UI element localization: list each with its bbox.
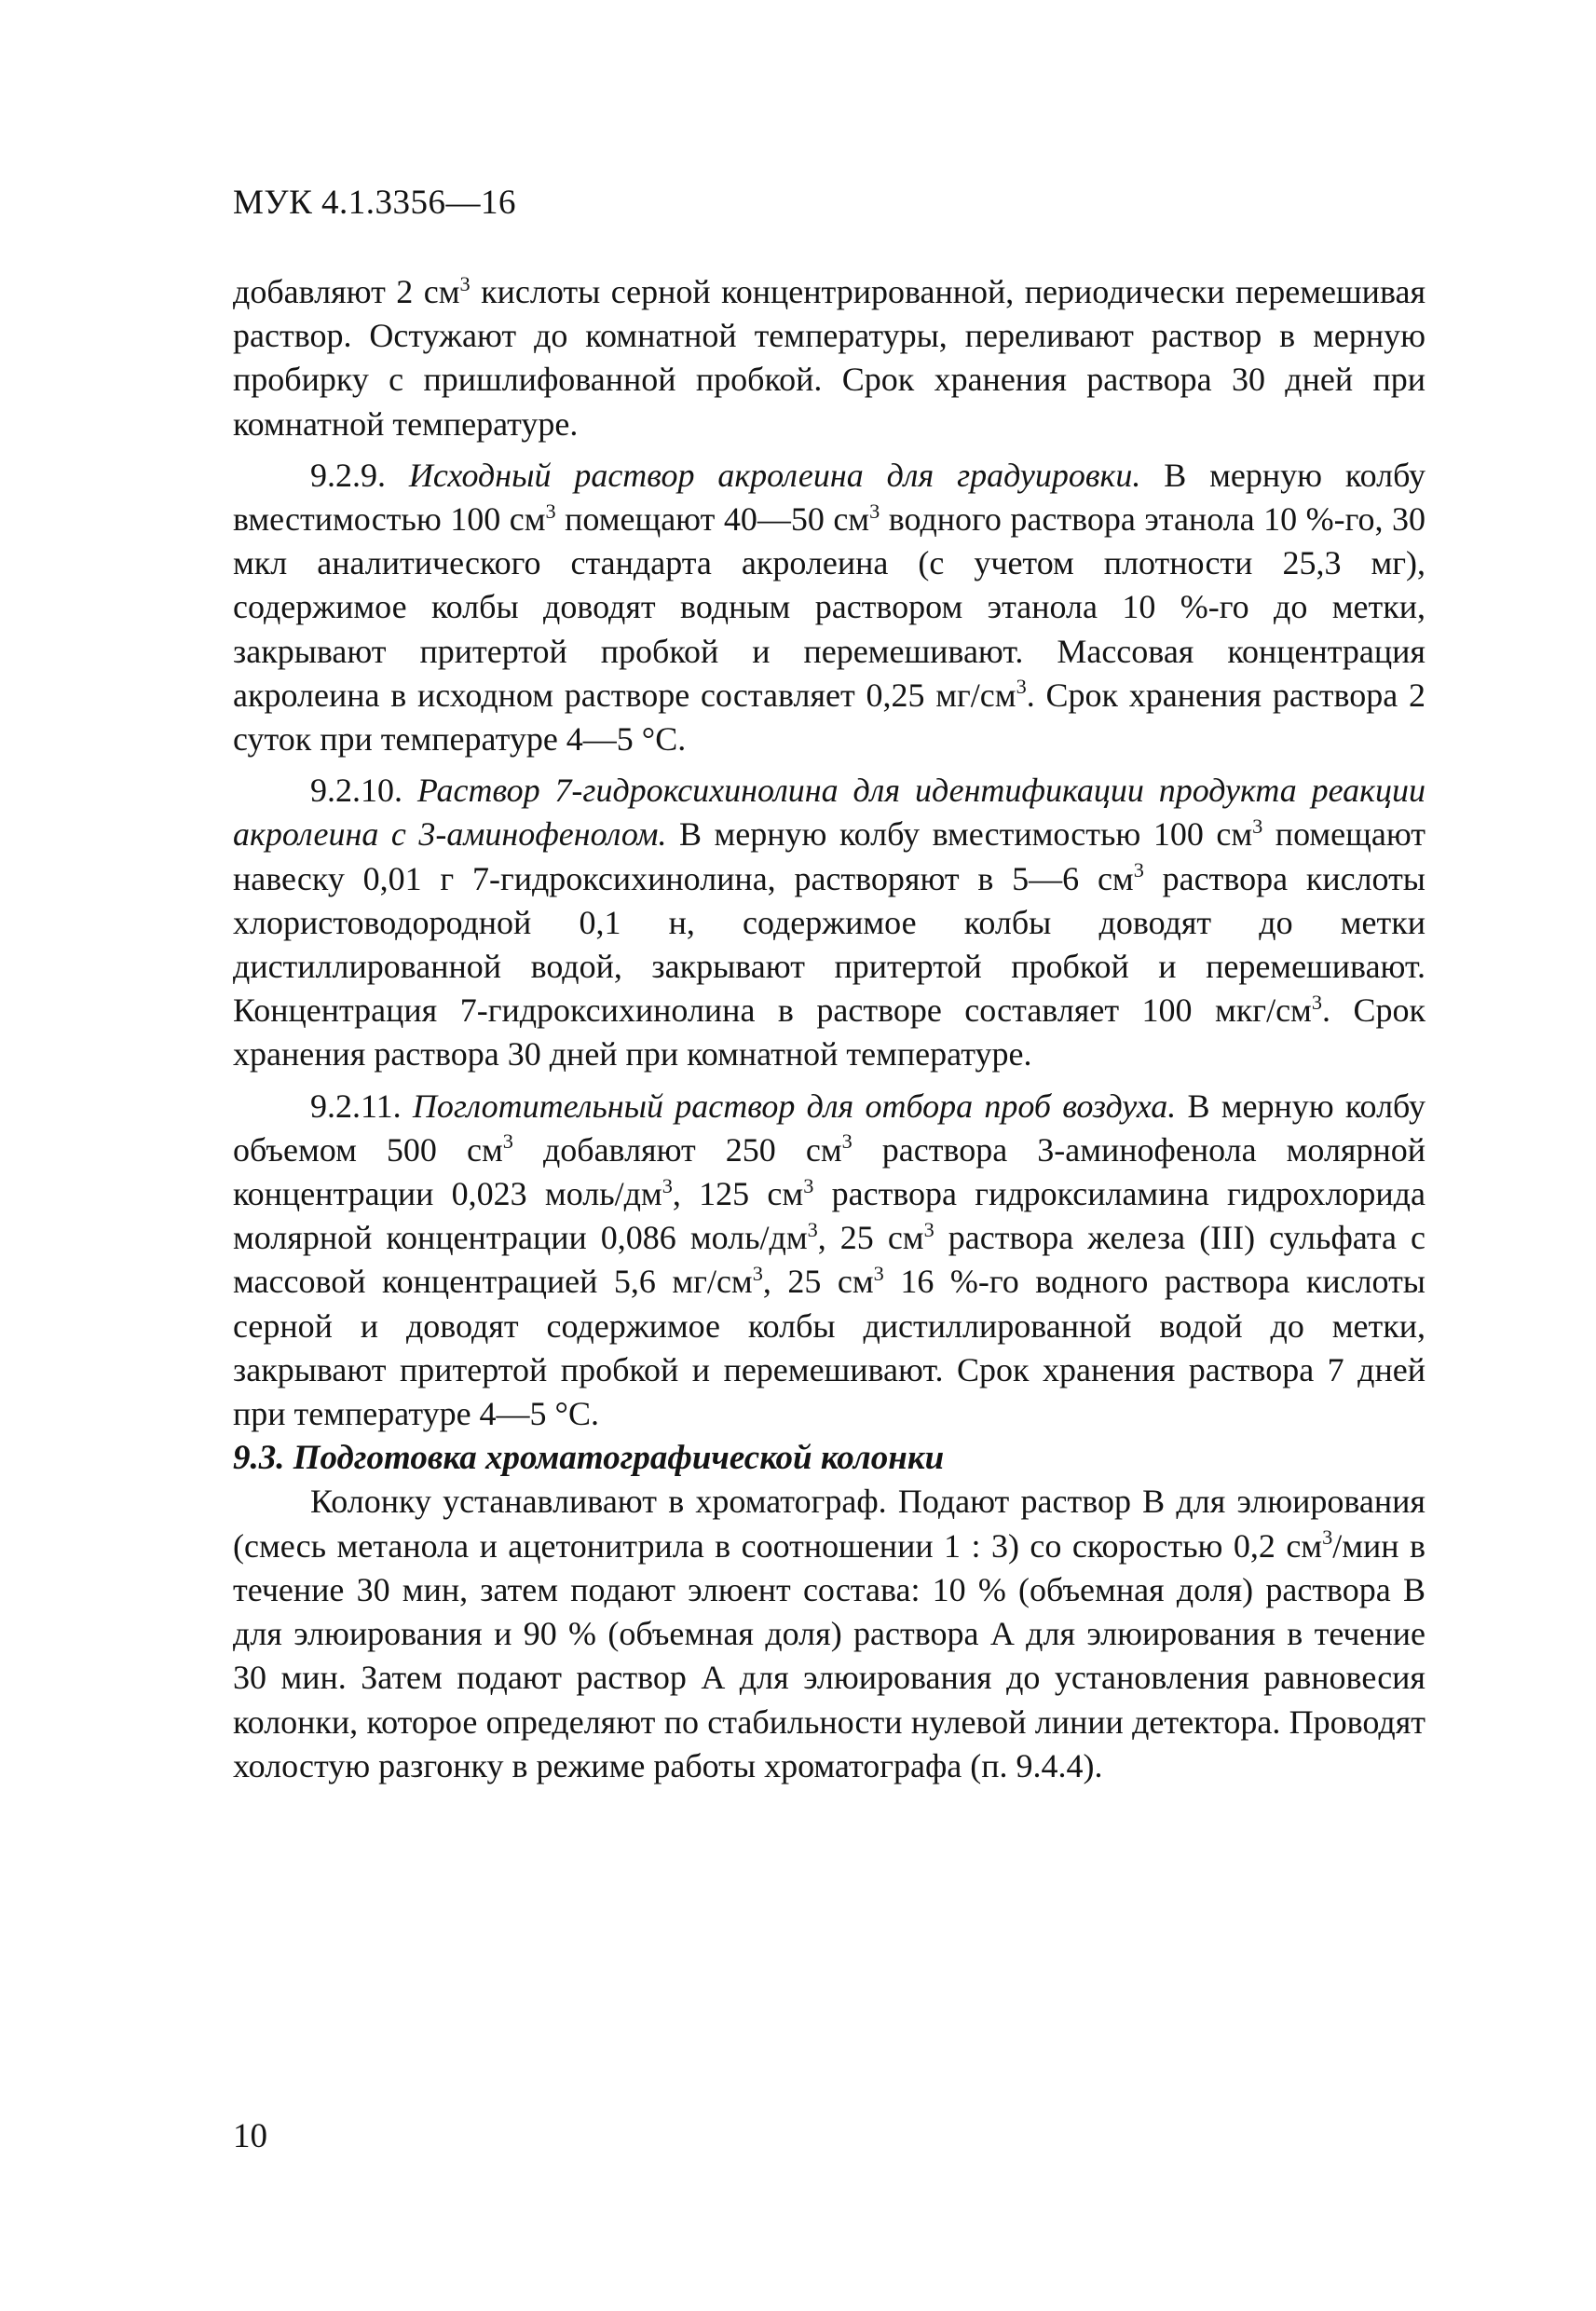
document-body — [233, 270, 1425, 1788]
paragraph-9-2-9: 9.2.9. Исходный раствор акролеина для градуировки. В мерную колбу вместимостью 100 $см^3$ помещают 40—50 $см^3$ водного раствора этанола 10 %-го, 30 мкл аналитического стандарта акролеина (с учетом плотности 25,3 мг), содержимое колбы доводят водным раствором этанола 10 %-го до метки, закрывают притертой пробкой и перемешивают. Массовая концентрация акролеина в исходном растворе составляет 0,25 $мг/см^3$. Срок хранения раствора 2 суток при температуре 4—5 °С. — [233, 456, 1426, 759]
clause-title: Раствор 7-гидроксихинолина для идентификации продукта реакции акролеина с 3-аминофенолом. — [233, 772, 1425, 854]
paragraph-9-2-11: 9.2.11. Поглотительный раствор для отбора проб воздуха. В мерную колбу объемом 500 $см^3$ добавляют 250 $см^3$ раствора 3-аминофенола молярной концентрации 0,023 моль/$дм^3$, 125 $см^3$ раствора гидроксиламина гидрохлорида молярной концентрации 0,086 моль/$дм^3$, 25 $см^3$ раствора железа (III) сульфата с массовой концентрацией 5,6 $мг/см^3$, 25 $см^3$ 16 %-го водного раствора кислоты серной и доводят содержимое колбы дистиллированной водой до метки, закрывают притертой пробкой и перемешивают. Срок хранения раствора 7 дней при температуре 4—5 °С. — [233, 1087, 1425, 1433]
clause-number: 9.2.11. — [310, 1087, 413, 1125]
document-header: МУК 4.1.3356—16 — [233, 184, 517, 222]
paragraph-9-2-10: 9.2.10. Раствор 7-гидроксихинолина для идентификации продукта реакции акролеина с 3-аминофенолом. В мерную колбу вместимостью 100 $см^3$ помещают навеску 0,01 г 7-гидроксихинолина, растворяют в 5—6 $см^3$ раствора кислоты хлористоводородной 0,1 н, содержимое колбы доводят до метки дистиллированной водой, закрывают притертой пробкой и перемешивают. Концентрация 7-гидроксихинолина в растворе составляет 100 мкг/$см^3$. Срок хранения раствора 30 дней при комнатной температуре. — [233, 772, 1425, 1073]
page-number: 10 — [233, 2117, 267, 2155]
intro-paragraph: добавляют 2 $см^3$ кислоты серной концентрированной, периодически перемешивая раствор. Остужают до комнатной температуры, переливают раствор в мерную пробирку с пришлифованной пробкой. Срок хранения раствора 30 дней при комнатной температуре. — [233, 271, 1426, 443]
clause-number: 9.2.9. — [310, 456, 409, 494]
section-heading-9-3: 9.3. Подготовка хроматографической колонки — [233, 1439, 945, 1478]
clause-title: Поглотительный раствор для отбора проб воздуха. — [412, 1087, 1177, 1125]
clause-title: Исходный раствор акролеина для градуировки. — [408, 456, 1141, 494]
paragraph-9-3: Колонку устанавливают в хроматограф. Подают раствор В для элюирования (смесь метанола и ацетонитрила в соотношении 1 : 3) со скоростью 0,2 $см^3$/мин в течение 30 мин, затем подают элюент состава: 10 % (объемная доля) раствора В для элюирования и 90 % (объемная доля) раствора А для элюирования в течение 30 мин. Затем подают раствор А для элюирования до установления равновесия колонки, которое определяют по стабильности нулевой линии детектора. Проводят холостую разгонку в режиме работы хроматографа (п. 9.4.4). — [233, 1483, 1426, 1785]
clause-number: 9.2.10. — [310, 772, 417, 810]
